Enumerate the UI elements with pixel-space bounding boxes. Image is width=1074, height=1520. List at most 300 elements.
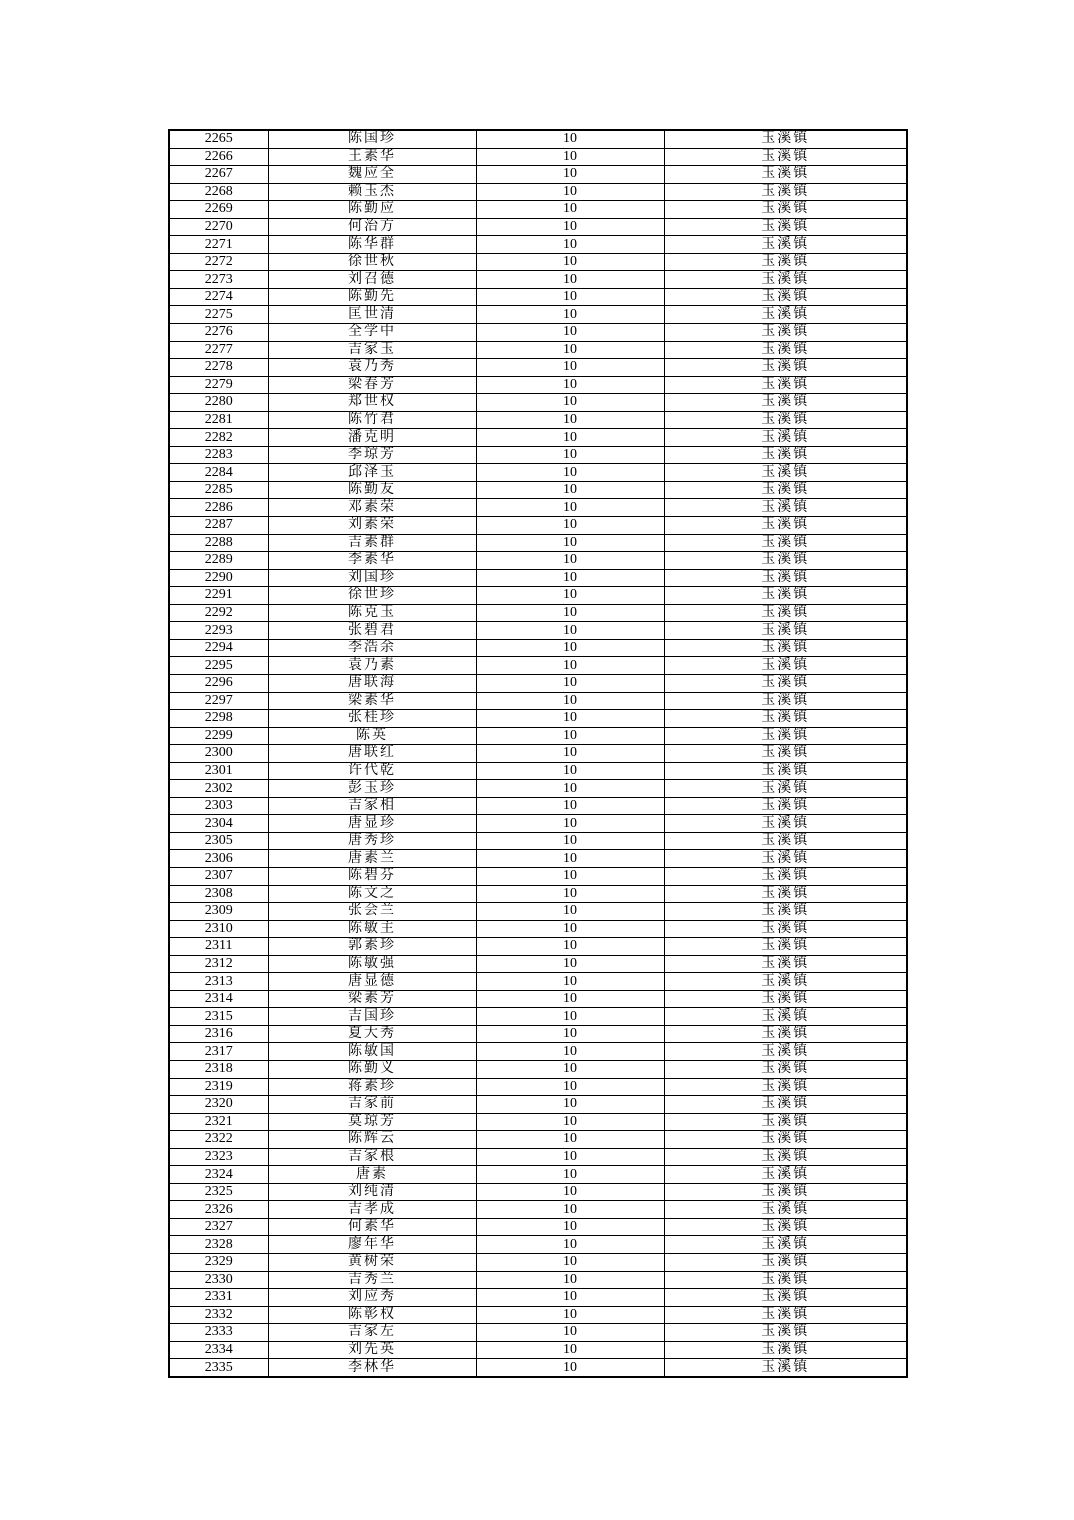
amount-cell: 10 — [476, 955, 664, 973]
table-row — [169, 850, 907, 868]
table-row — [169, 411, 907, 429]
row-number-cell: 2306 — [169, 850, 268, 868]
row-number-cell: 2279 — [169, 376, 268, 394]
person-name-cell: 李琼芳 — [268, 446, 476, 464]
table-row — [169, 552, 907, 570]
row-number-cell: 2320 — [169, 1096, 268, 1114]
person-name-cell: 全学中 — [268, 324, 476, 342]
row-number-cell: 2288 — [169, 534, 268, 552]
row-number-cell: 2272 — [169, 253, 268, 271]
town-cell: 玉溪镇 — [664, 429, 907, 447]
row-number-cell: 2285 — [169, 481, 268, 499]
town-cell: 玉溪镇 — [664, 552, 907, 570]
row-number-cell: 2334 — [169, 1341, 268, 1359]
amount-cell: 10 — [476, 1113, 664, 1131]
person-name-cell: 李浩余 — [268, 639, 476, 657]
town-cell: 玉溪镇 — [664, 1166, 907, 1184]
amount-cell: 10 — [476, 780, 664, 798]
person-name-cell: 赖玉杰 — [268, 183, 476, 201]
table-row — [169, 517, 907, 535]
row-number-cell: 2321 — [169, 1113, 268, 1131]
amount-cell: 10 — [476, 1183, 664, 1201]
person-name-cell: 刘素荣 — [268, 517, 476, 535]
table-row — [169, 1359, 907, 1377]
town-cell: 玉溪镇 — [664, 1078, 907, 1096]
table-row — [169, 1166, 907, 1184]
amount-cell: 10 — [476, 253, 664, 271]
roster-table — [168, 129, 908, 1378]
table-row — [169, 324, 907, 342]
person-name-cell: 陈勤先 — [268, 288, 476, 306]
person-name-cell: 唐联海 — [268, 674, 476, 692]
table-row — [169, 1183, 907, 1201]
person-name-cell: 陈彰权 — [268, 1306, 476, 1324]
town-cell: 玉溪镇 — [664, 341, 907, 359]
amount-cell: 10 — [476, 1043, 664, 1061]
town-cell: 玉溪镇 — [664, 218, 907, 236]
row-number-cell: 2312 — [169, 955, 268, 973]
person-name-cell: 夏大秀 — [268, 1025, 476, 1043]
town-cell: 玉溪镇 — [664, 780, 907, 798]
town-cell: 玉溪镇 — [664, 1060, 907, 1078]
table-row — [169, 1306, 907, 1324]
row-number-cell: 2282 — [169, 429, 268, 447]
table-row — [169, 920, 907, 938]
row-number-cell: 2313 — [169, 973, 268, 991]
amount-cell: 10 — [476, 534, 664, 552]
town-cell: 玉溪镇 — [664, 236, 907, 254]
table-row — [169, 604, 907, 622]
table-row — [169, 938, 907, 956]
amount-cell: 10 — [476, 674, 664, 692]
row-number-cell: 2304 — [169, 815, 268, 833]
town-cell: 玉溪镇 — [664, 587, 907, 605]
table-row — [169, 218, 907, 236]
person-name-cell: 吉秀兰 — [268, 1271, 476, 1289]
town-cell: 玉溪镇 — [664, 745, 907, 763]
person-name-cell: 刘召德 — [268, 271, 476, 289]
amount-cell: 10 — [476, 1096, 664, 1114]
row-number-cell: 2266 — [169, 148, 268, 166]
roster-table-body — [169, 130, 907, 1377]
town-cell: 玉溪镇 — [664, 359, 907, 377]
row-number-cell: 2305 — [169, 832, 268, 850]
row-number-cell: 2283 — [169, 446, 268, 464]
amount-cell: 10 — [476, 464, 664, 482]
row-number-cell: 2273 — [169, 271, 268, 289]
town-cell: 玉溪镇 — [664, 639, 907, 657]
town-cell: 玉溪镇 — [664, 1183, 907, 1201]
town-cell: 玉溪镇 — [664, 604, 907, 622]
amount-cell: 10 — [476, 815, 664, 833]
person-name-cell: 梁素华 — [268, 692, 476, 710]
table-row — [169, 253, 907, 271]
person-name-cell: 唐秀珍 — [268, 832, 476, 850]
person-name-cell: 陈文之 — [268, 885, 476, 903]
row-number-cell: 2284 — [169, 464, 268, 482]
amount-cell: 10 — [476, 587, 664, 605]
person-name-cell: 徐世珍 — [268, 587, 476, 605]
person-name-cell: 刘纯清 — [268, 1183, 476, 1201]
row-number-cell: 2323 — [169, 1148, 268, 1166]
row-number-cell: 2281 — [169, 411, 268, 429]
person-name-cell: 匡世清 — [268, 306, 476, 324]
table-row — [169, 1008, 907, 1026]
row-number-cell: 2294 — [169, 639, 268, 657]
table-row — [169, 867, 907, 885]
person-name-cell: 陈辉云 — [268, 1131, 476, 1149]
table-row — [169, 1096, 907, 1114]
town-cell: 玉溪镇 — [664, 1096, 907, 1114]
row-number-cell: 2278 — [169, 359, 268, 377]
table-row — [169, 622, 907, 640]
row-number-cell: 2307 — [169, 867, 268, 885]
person-name-cell: 何治方 — [268, 218, 476, 236]
row-number-cell: 2290 — [169, 569, 268, 587]
person-name-cell: 吉家相 — [268, 797, 476, 815]
person-name-cell: 唐联红 — [268, 745, 476, 763]
table-row — [169, 166, 907, 184]
table-row — [169, 710, 907, 728]
person-name-cell: 魏应全 — [268, 166, 476, 184]
person-name-cell: 李素华 — [268, 552, 476, 570]
row-number-cell: 2308 — [169, 885, 268, 903]
amount-cell: 10 — [476, 446, 664, 464]
town-cell: 玉溪镇 — [664, 499, 907, 517]
town-cell: 玉溪镇 — [664, 710, 907, 728]
table-row — [169, 1148, 907, 1166]
amount-cell: 10 — [476, 832, 664, 850]
amount-cell: 10 — [476, 1289, 664, 1307]
person-name-cell: 吉素群 — [268, 534, 476, 552]
amount-cell: 10 — [476, 867, 664, 885]
town-cell: 玉溪镇 — [664, 534, 907, 552]
person-name-cell: 黄树荣 — [268, 1254, 476, 1272]
town-cell: 玉溪镇 — [664, 517, 907, 535]
amount-cell: 10 — [476, 1341, 664, 1359]
row-number-cell: 2277 — [169, 341, 268, 359]
row-number-cell: 2324 — [169, 1166, 268, 1184]
table-row — [169, 446, 907, 464]
table-row — [169, 797, 907, 815]
table-row — [169, 1289, 907, 1307]
amount-cell: 10 — [476, 1078, 664, 1096]
table-row — [169, 341, 907, 359]
table-row — [169, 815, 907, 833]
person-name-cell: 陈英 — [268, 727, 476, 745]
amount-cell: 10 — [476, 359, 664, 377]
town-cell: 玉溪镇 — [664, 990, 907, 1008]
town-cell: 玉溪镇 — [664, 885, 907, 903]
amount-cell: 10 — [476, 569, 664, 587]
table-row — [169, 1113, 907, 1131]
town-cell: 玉溪镇 — [664, 622, 907, 640]
amount-cell: 10 — [476, 376, 664, 394]
person-name-cell: 吉家前 — [268, 1096, 476, 1114]
amount-cell: 10 — [476, 306, 664, 324]
table-row — [169, 587, 907, 605]
table-row — [169, 481, 907, 499]
table-row — [169, 394, 907, 412]
amount-cell: 10 — [476, 745, 664, 763]
row-number-cell: 2293 — [169, 622, 268, 640]
town-cell: 玉溪镇 — [664, 832, 907, 850]
person-name-cell: 蒋素珍 — [268, 1078, 476, 1096]
row-number-cell: 2328 — [169, 1236, 268, 1254]
person-name-cell: 梁素芳 — [268, 990, 476, 1008]
amount-cell: 10 — [476, 1131, 664, 1149]
person-name-cell: 王素华 — [268, 148, 476, 166]
person-name-cell: 许代乾 — [268, 762, 476, 780]
town-cell: 玉溪镇 — [664, 376, 907, 394]
town-cell: 玉溪镇 — [664, 1113, 907, 1131]
table-row — [169, 657, 907, 675]
town-cell: 玉溪镇 — [664, 271, 907, 289]
town-cell: 玉溪镇 — [664, 1201, 907, 1219]
table-row — [169, 569, 907, 587]
table-row — [169, 1254, 907, 1272]
person-name-cell: 郑世权 — [268, 394, 476, 412]
amount-cell: 10 — [476, 201, 664, 219]
amount-cell: 10 — [476, 903, 664, 921]
town-cell: 玉溪镇 — [664, 148, 907, 166]
town-cell: 玉溪镇 — [664, 1008, 907, 1026]
town-cell: 玉溪镇 — [664, 674, 907, 692]
row-number-cell: 2310 — [169, 920, 268, 938]
person-name-cell: 张碧君 — [268, 622, 476, 640]
table-row — [169, 1341, 907, 1359]
person-name-cell: 吉国珍 — [268, 1008, 476, 1026]
table-row — [169, 762, 907, 780]
row-number-cell: 2291 — [169, 587, 268, 605]
amount-cell: 10 — [476, 639, 664, 657]
row-number-cell: 2335 — [169, 1359, 268, 1377]
row-number-cell: 2269 — [169, 201, 268, 219]
row-number-cell: 2292 — [169, 604, 268, 622]
table-row — [169, 359, 907, 377]
amount-cell: 10 — [476, 622, 664, 640]
row-number-cell: 2331 — [169, 1289, 268, 1307]
table-row — [169, 201, 907, 219]
person-name-cell: 陈碧芬 — [268, 867, 476, 885]
amount-cell: 10 — [476, 1218, 664, 1236]
town-cell: 玉溪镇 — [664, 1148, 907, 1166]
row-number-cell: 2317 — [169, 1043, 268, 1061]
town-cell: 玉溪镇 — [664, 481, 907, 499]
person-name-cell: 陈竹君 — [268, 411, 476, 429]
person-name-cell: 吉家左 — [268, 1324, 476, 1342]
row-number-cell: 2316 — [169, 1025, 268, 1043]
person-name-cell: 陈敏主 — [268, 920, 476, 938]
amount-cell: 10 — [476, 1201, 664, 1219]
row-number-cell: 2301 — [169, 762, 268, 780]
amount-cell: 10 — [476, 552, 664, 570]
row-number-cell: 2298 — [169, 710, 268, 728]
person-name-cell: 徐世秋 — [268, 253, 476, 271]
table-row — [169, 1060, 907, 1078]
table-row — [169, 1324, 907, 1342]
amount-cell: 10 — [476, 692, 664, 710]
amount-cell: 10 — [476, 657, 664, 675]
amount-cell: 10 — [476, 499, 664, 517]
person-name-cell: 陈敏强 — [268, 955, 476, 973]
table-row — [169, 148, 907, 166]
row-number-cell: 2268 — [169, 183, 268, 201]
amount-cell: 10 — [476, 1324, 664, 1342]
row-number-cell: 2315 — [169, 1008, 268, 1026]
table-row — [169, 990, 907, 1008]
amount-cell: 10 — [476, 148, 664, 166]
amount-cell: 10 — [476, 1008, 664, 1026]
town-cell: 玉溪镇 — [664, 727, 907, 745]
person-name-cell: 陈国珍 — [268, 130, 476, 148]
town-cell: 玉溪镇 — [664, 955, 907, 973]
row-number-cell: 2267 — [169, 166, 268, 184]
row-number-cell: 2265 — [169, 130, 268, 148]
town-cell: 玉溪镇 — [664, 1289, 907, 1307]
amount-cell: 10 — [476, 710, 664, 728]
row-number-cell: 2332 — [169, 1306, 268, 1324]
table-row — [169, 183, 907, 201]
amount-cell: 10 — [476, 394, 664, 412]
amount-cell: 10 — [476, 920, 664, 938]
amount-cell: 10 — [476, 850, 664, 868]
person-name-cell: 潘克明 — [268, 429, 476, 447]
person-name-cell: 唐显德 — [268, 973, 476, 991]
town-cell: 玉溪镇 — [664, 1254, 907, 1272]
amount-cell: 10 — [476, 990, 664, 1008]
amount-cell: 10 — [476, 324, 664, 342]
row-number-cell: 2280 — [169, 394, 268, 412]
row-number-cell: 2329 — [169, 1254, 268, 1272]
town-cell: 玉溪镇 — [664, 183, 907, 201]
town-cell: 玉溪镇 — [664, 1324, 907, 1342]
person-name-cell: 陈克玉 — [268, 604, 476, 622]
table-row — [169, 1131, 907, 1149]
row-number-cell: 2287 — [169, 517, 268, 535]
amount-cell: 10 — [476, 973, 664, 991]
town-cell: 玉溪镇 — [664, 306, 907, 324]
person-name-cell: 吉孝成 — [268, 1201, 476, 1219]
table-row — [169, 885, 907, 903]
row-number-cell: 2300 — [169, 745, 268, 763]
table-row — [169, 674, 907, 692]
town-cell: 玉溪镇 — [664, 850, 907, 868]
person-name-cell: 吉家根 — [268, 1148, 476, 1166]
row-number-cell: 2286 — [169, 499, 268, 517]
person-name-cell: 吉家玉 — [268, 341, 476, 359]
amount-cell: 10 — [476, 481, 664, 499]
person-name-cell: 梁春芳 — [268, 376, 476, 394]
person-name-cell: 彭玉珍 — [268, 780, 476, 798]
amount-cell: 10 — [476, 288, 664, 306]
amount-cell: 10 — [476, 1236, 664, 1254]
row-number-cell: 2271 — [169, 236, 268, 254]
table-row — [169, 499, 907, 517]
town-cell: 玉溪镇 — [664, 130, 907, 148]
amount-cell: 10 — [476, 727, 664, 745]
person-name-cell: 陈勤友 — [268, 481, 476, 499]
town-cell: 玉溪镇 — [664, 1306, 907, 1324]
town-cell: 玉溪镇 — [664, 1236, 907, 1254]
town-cell: 玉溪镇 — [664, 166, 907, 184]
row-number-cell: 2289 — [169, 552, 268, 570]
table-row — [169, 1271, 907, 1289]
table-row — [169, 780, 907, 798]
table-row — [169, 429, 907, 447]
amount-cell: 10 — [476, 411, 664, 429]
amount-cell: 10 — [476, 1359, 664, 1377]
table-row — [169, 745, 907, 763]
amount-cell: 10 — [476, 429, 664, 447]
table-row — [169, 1218, 907, 1236]
town-cell: 玉溪镇 — [664, 464, 907, 482]
town-cell: 玉溪镇 — [664, 797, 907, 815]
row-number-cell: 2318 — [169, 1060, 268, 1078]
amount-cell: 10 — [476, 1254, 664, 1272]
town-cell: 玉溪镇 — [664, 938, 907, 956]
person-name-cell: 何素华 — [268, 1218, 476, 1236]
amount-cell: 10 — [476, 797, 664, 815]
person-name-cell: 陈勤应 — [268, 201, 476, 219]
person-name-cell: 张会兰 — [268, 903, 476, 921]
row-number-cell: 2270 — [169, 218, 268, 236]
table-row — [169, 1078, 907, 1096]
amount-cell: 10 — [476, 517, 664, 535]
row-number-cell: 2327 — [169, 1218, 268, 1236]
amount-cell: 10 — [476, 183, 664, 201]
row-number-cell: 2297 — [169, 692, 268, 710]
row-number-cell: 2276 — [169, 324, 268, 342]
amount-cell: 10 — [476, 1148, 664, 1166]
table-row — [169, 306, 907, 324]
table-row — [169, 534, 907, 552]
person-name-cell: 陈敏国 — [268, 1043, 476, 1061]
person-name-cell: 刘国珍 — [268, 569, 476, 587]
row-number-cell: 2274 — [169, 288, 268, 306]
town-cell: 玉溪镇 — [664, 1359, 907, 1377]
table-row — [169, 288, 907, 306]
town-cell: 玉溪镇 — [664, 394, 907, 412]
person-name-cell: 邱泽玉 — [268, 464, 476, 482]
town-cell: 玉溪镇 — [664, 692, 907, 710]
amount-cell: 10 — [476, 218, 664, 236]
person-name-cell: 张桂珍 — [268, 710, 476, 728]
town-cell: 玉溪镇 — [664, 446, 907, 464]
amount-cell: 10 — [476, 938, 664, 956]
row-number-cell: 2302 — [169, 780, 268, 798]
table-row — [169, 727, 907, 745]
row-number-cell: 2311 — [169, 938, 268, 956]
table-row — [169, 955, 907, 973]
table-row — [169, 1201, 907, 1219]
amount-cell: 10 — [476, 885, 664, 903]
town-cell: 玉溪镇 — [664, 1025, 907, 1043]
town-cell: 玉溪镇 — [664, 569, 907, 587]
person-name-cell: 郭素珍 — [268, 938, 476, 956]
person-name-cell: 袁乃素 — [268, 657, 476, 675]
row-number-cell: 2303 — [169, 797, 268, 815]
town-cell: 玉溪镇 — [664, 1131, 907, 1149]
amount-cell: 10 — [476, 166, 664, 184]
table-row — [169, 639, 907, 657]
town-cell: 玉溪镇 — [664, 762, 907, 780]
amount-cell: 10 — [476, 271, 664, 289]
town-cell: 玉溪镇 — [664, 815, 907, 833]
table-row — [169, 130, 907, 148]
table-row — [169, 1236, 907, 1254]
town-cell: 玉溪镇 — [664, 867, 907, 885]
